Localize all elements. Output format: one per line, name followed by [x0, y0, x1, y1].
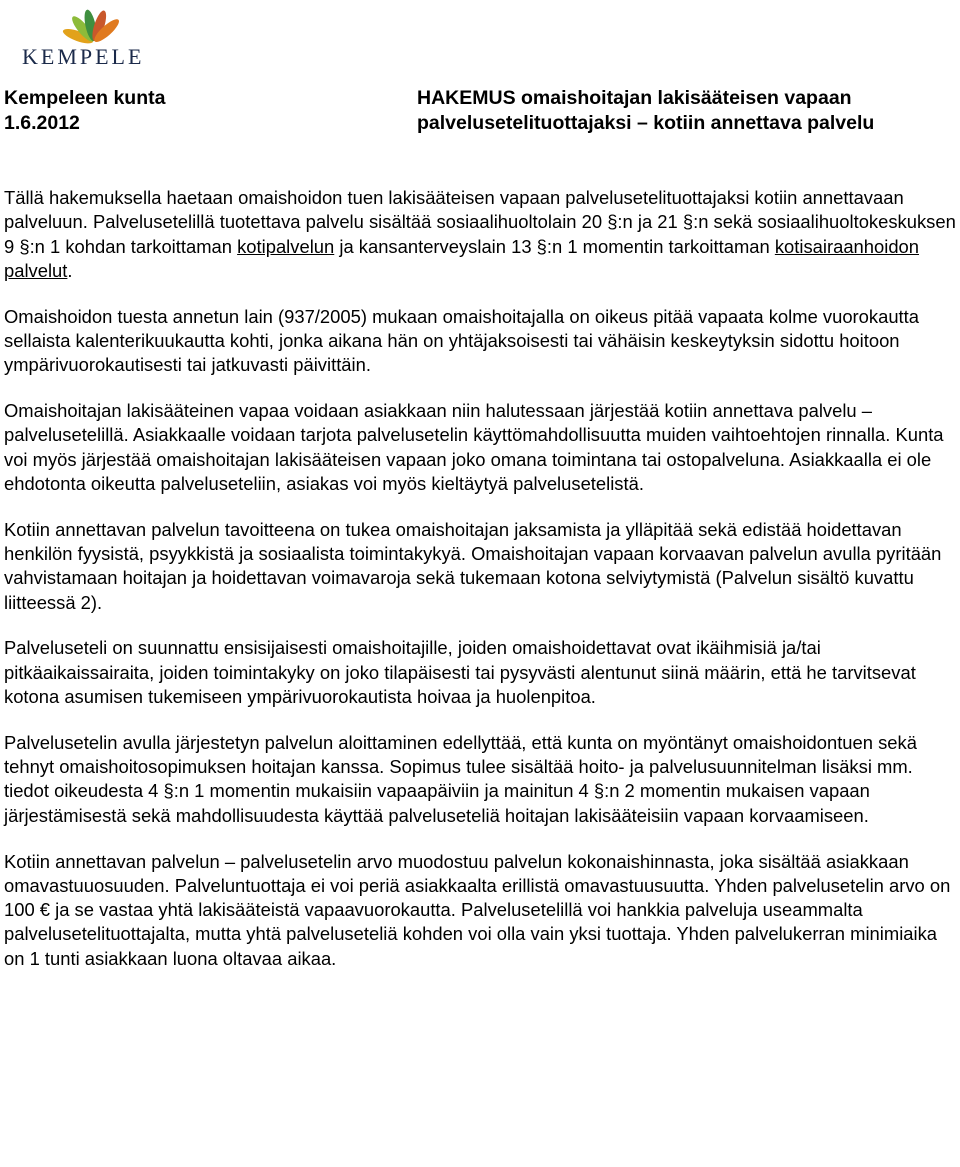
paragraph-intro-text-a: Tällä hakemuksella haetaan omaishoidon tuen lakisääteisen vapaan palvelusetelituottajaksi kotiin annettavaan palveluun. Palvelusetelillä tuotettava palvelu sisältää sosiaalihuoltolain 20 §:n ja 21 §:n sekä sosiaalihuoltokeskuksen 9 §:n 1 kohdan tarkoittaman: [4, 187, 956, 257]
tree-emblem-icon: [18, 4, 168, 44]
header-right: [417, 86, 957, 136]
kempele-logo: [18, 4, 168, 70]
paragraph-intro-text-b: ja kansanterveyslain 13 §:n 1 momentin tarkoittaman: [334, 235, 775, 257]
paragraph-arrangement: Omaishoitajan lakisääteinen vapaa voidaan asiakkaan niin halutessaan järjestää kotiin annettava palvelu – palvelusetelillä. Asiakkaalle voidaan tarjota palvelusetelin käyttömahdollisuutta muiden vaihtoehtojen rinnalla. Kunta voi myös järjestää omaishoitajan lakisääteisen vapaan joko omana toimintana tai ostopalveluna. Asiakkaalla ei ole ehdotonta oikeutta palveluseteliin, asiakas voi myös kieltäytyä palvelusetelistä.: [4, 400, 944, 494]
paragraph-value: Kotiin annettavan palvelun – palvelusetelin arvo muodostuu palvelun kokonaishinnasta, joka sisältää asiakkaan omavastuuosuuden. Palveluntuottaja ei voi periä asiakkaalta erillistä omavastuusuutta. Yhden palvelusetelin arvo on 100 € ja se vastaa yhtä lakisääteistä vapaavuorokautta. Palvelusetelillä voi hankkia palveluja useammalta palvelusetelituottajalta, mutta yhtä palveluseteliä kohden voi olla vain yksi tuottaja. Yhden palvelukerran minimiaika on 1 tunti asiakkaan luona oltavaa aikaa.: [4, 850, 951, 969]
header-left: [4, 86, 384, 136]
kotipalvelu-link[interactable]: kotipalvelun: [237, 235, 335, 257]
paragraph-requirements: Palvelusetelin avulla järjestetyn palvelun aloittaminen edellyttää, että kunta on myöntänyt omaishoidontuen sekä tehnyt omaishoitosopimuksen hoitajan kanssa. Sopimus tulee sisältää hoito- ja palvelusuunnitelman lisäksi mm. tiedot oikeudesta 4 §:n 1 momentin mukaisiin vapaapäiviin ja mainitun 4 §:n 2 momentin mukaisen vapaan järjestämisestä sekä mahdollisuudesta käyttää palveluseteliä hoitajan lakisääteisiin vapaan korvaamiseen.: [4, 731, 917, 826]
logo-text: KEMPELE: [22, 44, 145, 69]
document-body: [4, 186, 958, 993]
paragraph-law: Omaishoidon tuesta annetun lain (937/2005) mukaan omaishoitajalla on oikeus pitää vapaata kolme vuorokautta sellaista kalenterikuukautta kohti, jonka aikana hän on yhtäjaksoisesti tai vähäisin keskeytyksin sidottu hoitoon ympärivuorokautisesti tai jatkuvasti päivittäin.: [4, 305, 920, 376]
paragraph-goal: Kotiin annettavan palvelun tavoitteena on tukea omaishoitajan jaksamista ja ylläpitää sekä edistää hoidettavan henkilön fyysistä, psyykkistä ja sosiaalista toimintakykyä. Omaishoitajan vapaan korvaavan palvelun avulla pyritään vahvistamaan hoitajan ja hoidettavan voimavaroja sekä tukemaan kotona selviytymistä (Palvelun sisältö kuvattu liitteessä 2).: [4, 518, 942, 613]
document-title-line-2: palvelusetelituottajaksi – kotiin annettava palvelu: [417, 112, 875, 134]
document-title-line-1: HAKEMUS omaishoitajan lakisääteisen vapaan: [417, 87, 852, 109]
document-date: 1.6.2012: [4, 112, 80, 134]
organization-name: Kempeleen kunta: [4, 87, 166, 109]
paragraph-intro: [4, 186, 958, 283]
paragraph-intro-text-c: .: [67, 259, 73, 281]
kotisairaanhoito-link[interactable]: kotisairaanhoidon palvelut: [4, 235, 920, 281]
paragraph-target-group: Palveluseteli on suunnattu ensisijaisesti omaishoitajille, joiden omaishoidettavat ovat ikäihmisiä ja/tai pitkäaikaissairaita, joiden toimintakyky on joko tilapäisesti tai pysyvästi alentunut siinä määrin, että he tarvitsevat kotona asumisen tukemiseen ympärivuorokautista hoivaa ja huolenpitoa.: [4, 637, 916, 708]
